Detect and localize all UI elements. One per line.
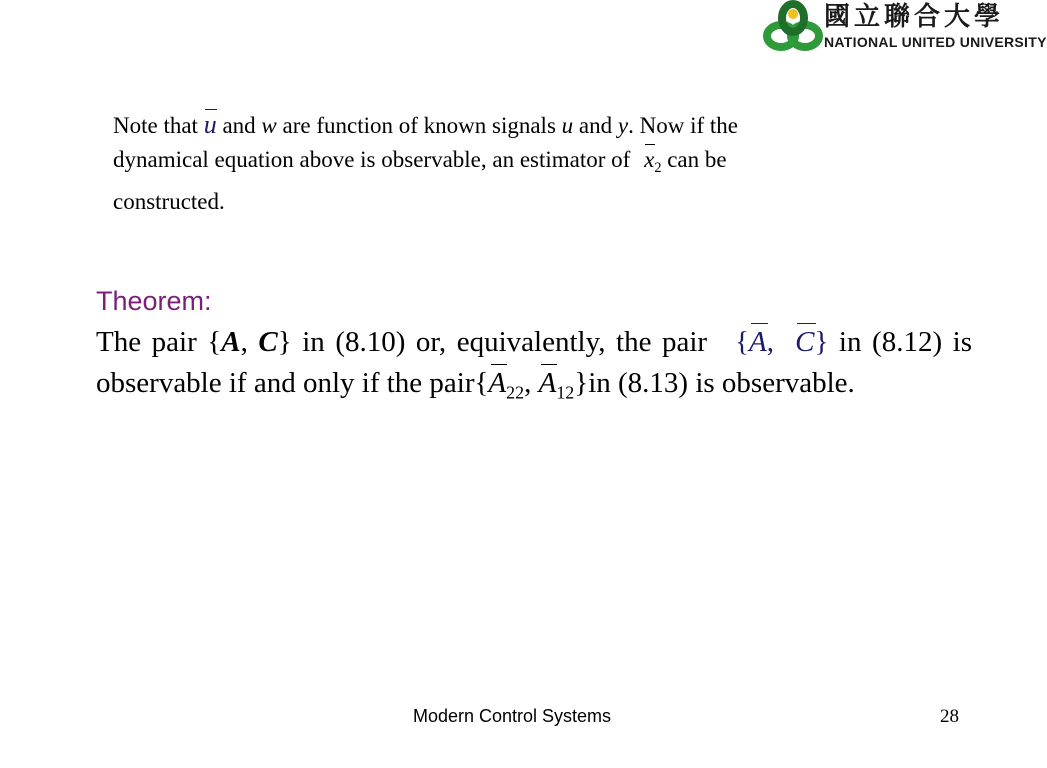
- note-text: and: [573, 113, 618, 138]
- note-text: . Now if the: [628, 113, 738, 138]
- university-emblem-icon: [764, 0, 822, 56]
- A22-bar-symbol: $A_{22}$: [488, 367, 524, 399]
- footer-title: Modern Control Systems: [412, 706, 612, 726]
- w-symbol: w: [261, 113, 277, 138]
- theorem-text: The pair {: [96, 326, 222, 358]
- note-text: can be: [661, 146, 727, 172]
- y-symbol: y: [617, 113, 629, 138]
- page-number: 28: [940, 706, 959, 727]
- A-bar-symbol: A: [749, 322, 767, 363]
- theorem-text: } in (8.10) or, equivalently, the pair: [277, 326, 708, 358]
- x2-bar-symbol: $x_2$: [644, 147, 661, 172]
- note-paragraph: [113, 108, 913, 218]
- C-symbol: C: [258, 326, 278, 358]
- note-text: Note that: [113, 113, 204, 138]
- theorem-body: The pair {A, C} in (8.10) or, equivalently, the pair {A, C} in (8.12) is observable if and only if the $pair\{A_{22}$, $A_{12}\}in$ (8.13) is observable.: [96, 322, 972, 413]
- note-text: dynamical equation above is observable, an estimator of: [113, 146, 637, 172]
- u-bar-symbol: u: [204, 108, 217, 142]
- note-text: constructed.: [113, 188, 225, 214]
- note-text: and: [216, 113, 262, 138]
- university-logo: [764, 0, 1047, 56]
- theorem-text: in (8.12) is observable if and only if the pair{: [96, 326, 973, 399]
- note-text: are function of known signals: [276, 113, 562, 138]
- A-symbol: A: [221, 326, 241, 358]
- logo-english-name: NATIONAL UNITED UNIVERSITY: [824, 34, 1047, 50]
- u-symbol: u: [561, 113, 574, 138]
- pair-A-bar-C-bar: {A, C}: [735, 326, 828, 358]
- C-bar-symbol: C: [795, 322, 814, 363]
- theorem-text: }in (8.13) is observable.: [574, 367, 855, 399]
- A12-bar-symbol: $A_{12}$: [539, 367, 575, 399]
- theorem-title: Theorem:: [96, 286, 212, 316]
- logo-chinese-name: 國立聯合大學: [824, 2, 1005, 32]
